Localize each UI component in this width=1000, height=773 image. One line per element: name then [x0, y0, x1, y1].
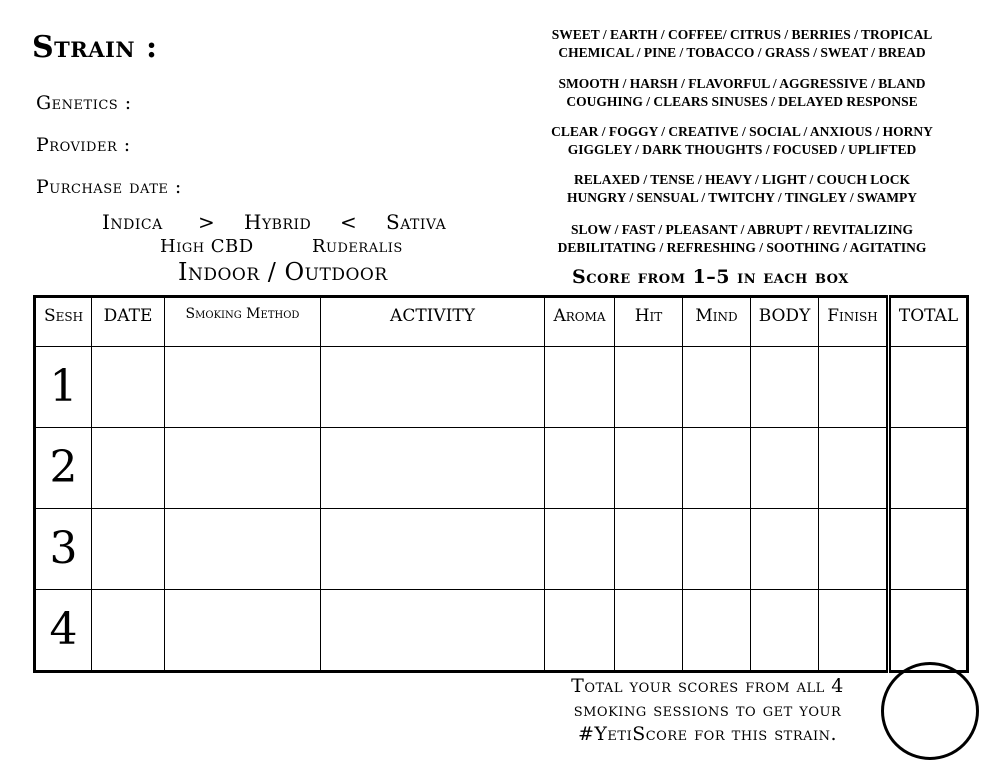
mind-cell[interactable] — [683, 589, 751, 671]
descriptor-line: SMOOTH / HARSH / FLAVORFUL / AGGRESSIVE / BLAND — [558, 76, 926, 91]
method-cell[interactable] — [165, 589, 321, 671]
method-cell[interactable] — [165, 347, 321, 428]
aroma-cell[interactable] — [545, 589, 615, 671]
body-cell[interactable] — [751, 508, 819, 589]
descriptor-line: DEBILITATING / REFRESHING / SOOTHING / AGITATING — [557, 240, 927, 255]
session-number: 2 — [35, 427, 92, 508]
col-header-hit: Hit — [615, 297, 683, 347]
finish-cell[interactable] — [819, 589, 889, 671]
date-cell[interactable] — [92, 347, 165, 428]
descriptor-line: CLEAR / FOGGY / CREATIVE / SOCIAL / ANXIOUS / HORNY — [551, 124, 933, 139]
finish-cell[interactable] — [819, 347, 889, 428]
table-row — [35, 347, 968, 428]
descriptor-group-body — [532, 171, 952, 207]
date-cell[interactable] — [92, 508, 165, 589]
total-cell[interactable] — [889, 589, 968, 671]
descriptor-group-hit — [532, 75, 952, 111]
table-row — [35, 589, 968, 671]
score-instruction: Score from 1–5 in each box — [572, 266, 849, 288]
hit-cell[interactable] — [615, 347, 683, 428]
strain-label: Strain : — [32, 30, 158, 65]
mind-cell[interactable] — [683, 427, 751, 508]
yetiscore-instructions — [520, 674, 895, 746]
descriptor-line: RELAXED / TENSE / HEAVY / LIGHT / COUCH LOCK — [574, 172, 910, 187]
total-cell[interactable] — [889, 508, 968, 589]
hit-cell[interactable] — [615, 427, 683, 508]
session-log-table — [33, 295, 969, 673]
type-sativa: Sativa — [386, 210, 447, 234]
col-header-method: Smoking Method — [165, 297, 321, 347]
activity-cell[interactable] — [321, 589, 545, 671]
table-row — [35, 427, 968, 508]
indoor-outdoor: Indoor / Outdoor — [178, 258, 388, 286]
footer-line: Total your scores from all 4 — [571, 675, 844, 697]
aroma-cell[interactable] — [545, 427, 615, 508]
activity-cell[interactable] — [321, 508, 545, 589]
type-gt: > — [198, 210, 216, 234]
purchase-date-label: Purchase date : — [36, 176, 182, 198]
table-header-row — [35, 297, 968, 347]
genetics-label: Genetics : — [36, 92, 132, 114]
mind-cell[interactable] — [683, 508, 751, 589]
col-header-aroma: Aroma — [545, 297, 615, 347]
yetiscore-circle[interactable] — [881, 662, 979, 760]
aroma-cell[interactable] — [545, 508, 615, 589]
table-row — [35, 508, 968, 589]
type-indica: Indica — [102, 210, 163, 234]
descriptor-line: SLOW / FAST / PLEASANT / ABRUPT / REVITALIZING — [570, 222, 914, 237]
type-high-cbd: High CBD — [160, 236, 254, 257]
date-cell[interactable] — [92, 589, 165, 671]
type-ruderalis: Ruderalis — [312, 236, 403, 257]
session-number: 4 — [35, 589, 92, 671]
hit-cell[interactable] — [615, 508, 683, 589]
activity-cell[interactable] — [321, 347, 545, 428]
body-cell[interactable] — [751, 589, 819, 671]
type-lt: < — [340, 210, 358, 234]
method-cell[interactable] — [165, 427, 321, 508]
descriptor-line: GIGGLEY / DARK THOUGHTS / FOCUSED / UPLIFTED — [567, 142, 917, 157]
body-cell[interactable] — [751, 427, 819, 508]
descriptor-group-mind — [532, 123, 952, 159]
method-cell[interactable] — [165, 508, 321, 589]
col-header-sesh: Sesh — [35, 297, 92, 347]
descriptor-group-finish — [532, 221, 952, 257]
body-cell[interactable] — [751, 347, 819, 428]
finish-cell[interactable] — [819, 508, 889, 589]
col-header-finish: Finish — [819, 297, 889, 347]
col-header-body: BODY — [751, 297, 819, 347]
descriptor-line: SWEET / EARTH / COFFEE/ CITRUS / BERRIES / TROPICAL — [551, 27, 933, 42]
total-cell[interactable] — [889, 347, 968, 428]
col-header-mind: Mind — [683, 297, 751, 347]
date-cell[interactable] — [92, 427, 165, 508]
finish-cell[interactable] — [819, 427, 889, 508]
activity-cell[interactable] — [321, 427, 545, 508]
aroma-cell[interactable] — [545, 347, 615, 428]
descriptor-line: HUNGRY / SENSUAL / TWITCHY / TINGLEY / SWAMPY — [566, 190, 918, 205]
col-header-date: DATE — [92, 297, 165, 347]
descriptor-line: CHEMICAL / PINE / TOBACCO / GRASS / SWEAT / BREAD — [558, 45, 926, 60]
type-hybrid: Hybrid — [244, 210, 312, 234]
footer-line: #YetiScore for this strain. — [577, 723, 838, 745]
session-number: 1 — [35, 347, 92, 428]
col-header-activity: ACTIVITY — [321, 297, 545, 347]
mind-cell[interactable] — [683, 347, 751, 428]
hit-cell[interactable] — [615, 589, 683, 671]
session-number: 3 — [35, 508, 92, 589]
col-header-total: TOTAL — [889, 297, 968, 347]
provider-label: Provider : — [36, 134, 131, 156]
descriptor-line: COUGHING / CLEARS SINUSES / DELAYED RESPONSE — [566, 94, 918, 109]
descriptor-group-aroma — [532, 26, 952, 62]
footer-line: smoking sessions to get your — [573, 699, 842, 721]
total-cell[interactable] — [889, 427, 968, 508]
